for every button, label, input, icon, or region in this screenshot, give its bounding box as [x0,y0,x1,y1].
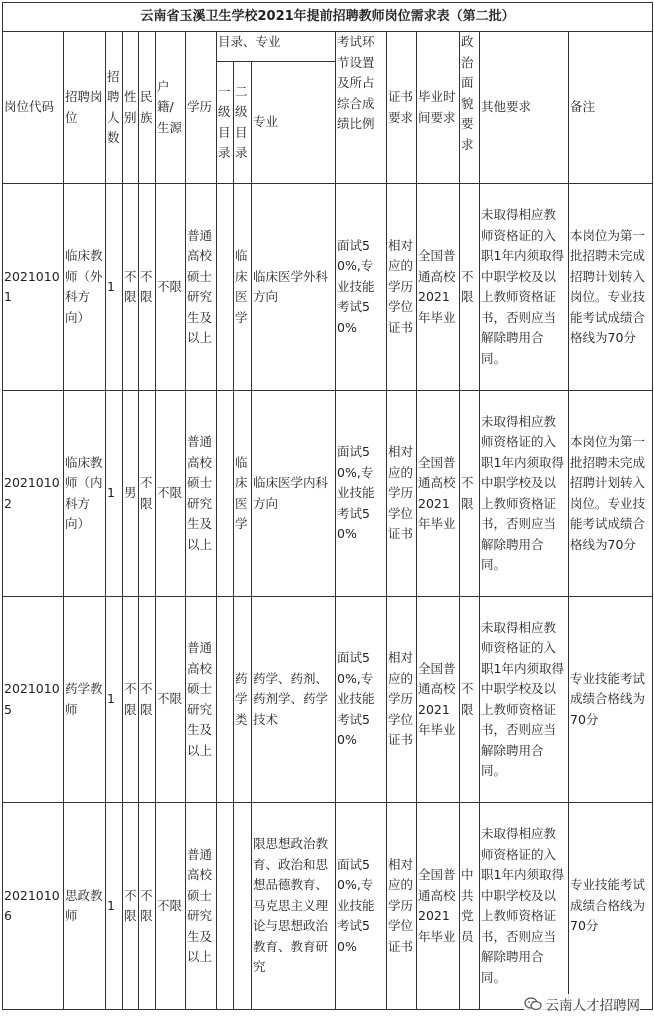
cell-code: 20210106 [3,803,64,1010]
cell-hukou: 不限 [156,391,186,597]
cell-major: 限思想政治教育、政治和思想品德教育、马克思主义理论与思想政治教育、教育研究 [252,803,336,1010]
cell-political: 不限 [460,391,480,597]
header-certificate: 证书要求 [387,32,417,184]
cell-education: 普通高校硕士研究生及以上 [186,597,217,803]
cell-hukou: 不限 [156,803,186,1010]
cell-gender: 不限 [123,597,139,803]
header-count: 招聘人数 [106,32,123,184]
header-position: 招聘岗位 [64,32,106,184]
cell-ethnicity: 不限 [139,184,156,391]
watermark [524,994,641,1014]
watermark-text: 云南人才招聘网 [545,998,640,1014]
cell-remark: 本岗位为第一批招聘未完成招聘计划转入岗位。专业技能考试成绩合格线为70分 [569,184,653,391]
cell-hukou: 不限 [156,597,186,803]
table-title: 云南省玉溪卫生学校2021年提前招聘教师岗位需求表（第二批） [3,3,653,32]
cell-exam: 面试50%,专业技能考试50% [336,184,387,391]
header-level2: 二级目录 [234,62,252,184]
cell-remark: 专业技能考试成绩合格线为70分 [569,803,653,1010]
cell-education: 普通高校硕士研究生及以上 [186,391,217,597]
header-education: 学历 [186,32,217,184]
cell-level2: 药学类 [234,597,252,803]
wechat-icon [524,997,542,1011]
cell-certificate: 相对应的学历学位证书 [387,597,417,803]
cell-position: 临床教师（外科方向） [64,184,106,391]
cell-level2: 临床医学 [234,391,252,597]
table-row [3,803,653,1010]
cell-code: 20210101 [3,184,64,391]
cell-remark: 本岗位为第一批招聘未完成招聘计划转入岗位。专业技能考试成绩合格线为70分 [569,391,653,597]
cell-position: 临床教师（内科方向） [64,391,106,597]
cell-grad-time: 全国普通高校2021年毕业 [417,391,460,597]
cell-level1 [217,184,234,391]
cell-ethnicity: 不限 [139,597,156,803]
cell-gender: 不限 [123,803,139,1010]
cell-ethnicity: 不限 [139,803,156,1010]
cell-political: 中共党员 [460,803,480,1010]
cell-count: 1 [106,597,123,803]
cell-education: 普通高校硕士研究生及以上 [186,184,217,391]
header-major-group: 目录、专业 [217,32,336,62]
cell-hukou: 不限 [156,184,186,391]
cell-other: 未取得相应教师资格证的入职1年内须取得中职学校及以上教师资格证书，否则应当解除聘用合同。 [480,184,569,391]
header-other: 其他要求 [480,32,569,184]
table-row [3,391,653,597]
cell-political: 不限 [460,184,480,391]
cell-gender: 不限 [123,184,139,391]
cell-exam: 面试50%,专业技能考试50% [336,597,387,803]
cell-other: 未取得相应教师资格证的入职1年内须取得中职学校及以上教师资格证书，否则应当解除聘用合同。 [480,803,569,1010]
cell-other: 未取得相应教师资格证的入职1年内须取得中职学校及以上教师资格证书，否则应当解除聘用合同。 [480,597,569,803]
header-major: 专业 [252,62,336,184]
header-grad-time: 毕业时间要求 [417,32,460,184]
cell-education: 普通高校硕士研究生及以上 [186,803,217,1010]
header-political: 政治面貌要求 [460,32,480,184]
cell-major: 药学、药剂、药剂学、药学技术 [252,597,336,803]
cell-grad-time: 全国普通高校2021年毕业 [417,184,460,391]
header-ethnicity: 民族 [139,32,156,184]
header-code: 岗位代码 [3,32,64,184]
cell-level1 [217,391,234,597]
header-exam: 考试环节设置及所占综合成绩比例 [336,32,387,184]
cell-major: 临床医学外科方向 [252,184,336,391]
header-remark: 备注 [569,32,653,184]
cell-gender: 男 [123,391,139,597]
cell-level1 [217,597,234,803]
table-row [3,597,653,803]
cell-ethnicity: 不限 [139,391,156,597]
cell-certificate: 相对应的学历学位证书 [387,803,417,1010]
cell-count: 1 [106,803,123,1010]
cell-certificate: 相对应的学历学位证书 [387,184,417,391]
header-level1: 一级目录 [217,62,234,184]
cell-grad-time: 全国普通高校2021年毕业 [417,803,460,1010]
cell-level2: 临床医学 [234,184,252,391]
cell-exam: 面试50%,专业技能考试50% [336,391,387,597]
table-row [3,184,653,391]
cell-exam: 面试50%,专业技能考试50% [336,803,387,1010]
cell-code: 20210102 [3,391,64,597]
cell-code: 20210105 [3,597,64,803]
cell-major: 临床医学内科方向 [252,391,336,597]
cell-grad-time: 全国普通高校2021年毕业 [417,597,460,803]
cell-level1 [217,803,234,1010]
cell-other: 未取得相应教师资格证的入职1年内须取得中职学校及以上教师资格证书，否则应当解除聘用合同。 [480,391,569,597]
cell-position: 药学教师 [64,597,106,803]
cell-count: 1 [106,184,123,391]
cell-certificate: 相对应的学历学位证书 [387,391,417,597]
header-gender: 性别 [123,32,139,184]
cell-count: 1 [106,391,123,597]
cell-political: 不限 [460,597,480,803]
cell-position: 思政教师 [64,803,106,1010]
recruitment-table [2,2,653,1010]
header-hukou: 户籍/生源 [156,32,186,184]
cell-level2 [234,803,252,1010]
cell-remark: 专业技能考试成绩合格线为70分 [569,597,653,803]
